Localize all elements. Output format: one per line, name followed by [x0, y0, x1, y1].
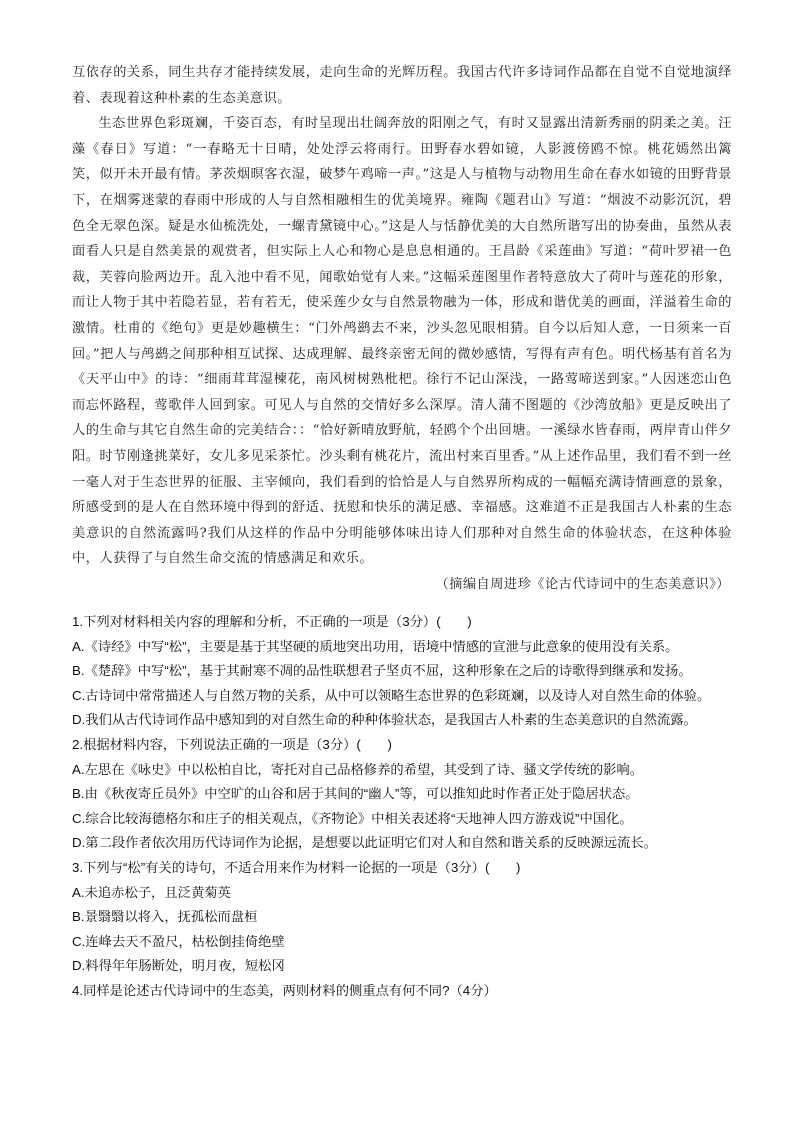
question-stem: 4.同样是论述古代诗词中的生态美，两则材料的侧重点有何不同?（4分） [72, 982, 497, 998]
option-d: D.料得年年肠断处，明月夜，短松冈 [72, 958, 285, 974]
option-d: D.我们从古代诗词作品中感知到的对自然生命的种种体验状态，是我国古人朴素的生态美意识的自然流露。 [72, 712, 697, 728]
question-2 [72, 733, 736, 856]
question-4 [72, 979, 736, 1004]
option-b: B.由《秋夜寄丘员外》中空旷的山谷和居于其间的“幽人”等，可以推知此时作者正处于隐居状态。 [72, 786, 639, 802]
question-stem: 3.下列与“松”有关的诗句，不适合用来作为材料一论据的一项是（3分）( ) [72, 859, 521, 875]
option-a: A.未追赤松子，且泛黄菊英 [72, 884, 231, 900]
question-stem: 2.根据材料内容，下列说法正确的一项是（3分）( ) [72, 736, 392, 752]
option-a: A.《诗经》中写“松”，主要是基于其坚硬的质地突出功用，语境中情感的宣泄与此意象的使用没有关系。 [72, 638, 679, 654]
question-stem: 1.下列对材料相关内容的理解和分析，不正确的一项是（3分）( ) [72, 614, 472, 629]
question-1 [72, 610, 736, 733]
option-b: B.《楚辞》中写“松”，基于其耐寒不凋的品性联想君子坚贞不屈，这种形象在之后的诗歌得到继承和发扬。 [72, 663, 692, 679]
option-a: A.左思在《咏史》中以松柏自比，寄托对自己品格修养的希望，其受到了诗、骚文学传统的影响。 [72, 761, 644, 777]
question-3 [72, 856, 736, 979]
passage-paragraph-2: 生态世界色彩斑斓，千姿百态，有时呈现出壮阔奔放的阳刚之气，有时又显露出清新秀丽的阴柔之美。汪藻《春日》写道：“一春略无十日晴，处处浮云将雨行。田野春水碧如镜，人影渡傍鸥不惊。桃花嫣然出篱笑，似开未开最有情。茅茨烟暝客衣湿，破梦午鸡啼一声。”这是人与植物与动物用生命在春水如镜的田野背景下，在烟雾迷蒙的春雨中形成的人与自然相融相生的优美境界。雍陶《题君山》写道：“烟波不动影沉沉，碧色全无翠色深。疑是水仙梳洗处，一螺青黛镜中心。”这是人与恬静优美的大自然所谐写出的协奏曲，虽然从表面看人只是自然美景的观赏者，但实际上人心和物心是息息相通的。王昌龄《采莲曲》写道：“荷叶罗裙一色裁，芙蓉向脸两边开。乱入池中看不见，闻歌始觉有人来。”这幅采莲图里作者特意放大了荷叶与莲花的形象，而让人物于其中若隐若显，若有若无，使采莲少女与自然景物融为一体，形成和谐优美的画面，洋溢着生命的激情。杜甫的《绝句》更是妙趣横生：“门外鸬鹚去不来，沙头忽见眼相猜。自今以后知人意，一日须来一百回。”把人与鸬鹚之间那种相互试探、达成理解、最终亲密无间的微妙感情，写得有声有色。明代杨基有首名为《天平山中》的诗：“细雨茸茸湿楝花，南风树树熟枇杷。徐行不记山深浅，一路莺啼送到家。”人因迷恋山色而忘怀路程，莺歌伴人回到家。可见人与自然的交情好多么深厚。清人蒲不图题的《沙湾放船》更是反映出了人的生命与其它自然生命的完美结合：：“恰好新晴放野航，轻鸥个个出回塘。一溪绿水皆春雨，两岸青山伴夕阳。时节刚逢挑菜好，女儿多见采茶忙。沙头剩有桃花片，流出村来百里香。”从上述作品里，我们看不到一丝一毫人对于生态世界的征服、主宰倾向，我们看到的恰恰是人与自然界所构成的一幅幅充满诗情画意的景象，所感受到的是人在自然环境中得到的舒适、抚慰和快乐的满足感、幸福感。这难道不正是我国古人朴素的生态美意识的自然流露吗?我们从这样的作品中分明能够体味出诗人们那种对自然生命的体验状态，在这种体验中，人获得了与自然生命交流的情感满足和欢乐。 [72, 116, 732, 567]
option-c: C.连峰去天不盈尺，枯松倒挂倚绝壁 [72, 933, 285, 949]
option-c: C.综合比较海德格尔和庄子的相关观点，《齐物论》中相关表述将“天地神人四方游戏说”中国化。 [72, 810, 633, 826]
option-b: B.景翳翳以将入，抚孤松而盘桓 [72, 909, 258, 925]
reading-passage [72, 60, 732, 597]
question-list [72, 610, 736, 1004]
passage-source: （摘编自周进珍《论古代诗词中的生态美意识》） [435, 576, 730, 592]
option-c: C.古诗词中常常描述人与自然万物的关系，从中可以领略生态世界的色彩斑斓，以及诗人对自然生命的体验。 [72, 687, 711, 703]
option-d: D.第二段作者依次用历代诗词作为论据，是想要以此证明它们对人和自然和谐关系的反映源远流长。 [72, 835, 658, 851]
passage-paragraph-1: 互依存的关系，同生共存才能持续发展，走向生命的光辉历程。我国古代许多诗词作品都在自觉不自觉地演绎着、表现着这种朴素的生态美意识。 [72, 65, 732, 106]
